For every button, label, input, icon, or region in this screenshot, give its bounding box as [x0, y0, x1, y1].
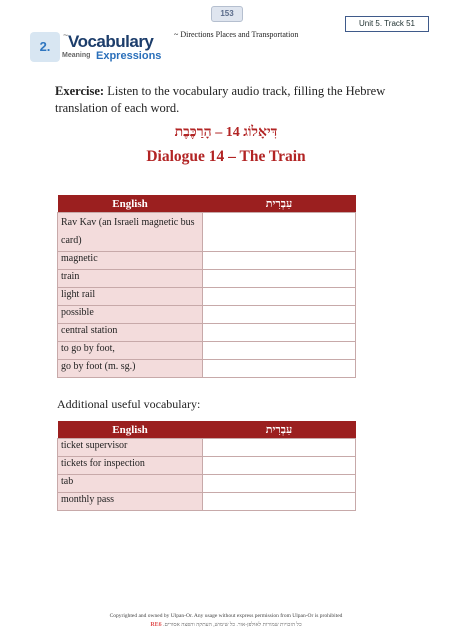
column-header-hebrew: עִבְרִית [203, 195, 356, 213]
footer-hebrew-text: כל הזכויות שמורות לאולפן-אור. כל שימוש, העתקה והפצה אסורים. [163, 622, 302, 628]
english-cell: Rav Kav (an Israeli magnetic bus card) [58, 213, 203, 252]
english-cell: ticket supervisor [58, 439, 203, 457]
hebrew-answer-cell[interactable] [203, 213, 356, 252]
column-header-english: English [58, 195, 203, 213]
hebrew-answer-cell[interactable] [203, 252, 356, 270]
table-row [58, 360, 356, 378]
additional-vocab-label: Additional useful vocabulary: [57, 397, 201, 411]
column-header-hebrew: עִבְרִית [203, 421, 356, 439]
table-row [58, 324, 356, 342]
hebrew-answer-cell[interactable] [203, 270, 356, 288]
exercise-label: Exercise: [55, 84, 105, 98]
footer-code: RE6 [150, 622, 162, 628]
column-header-english: English [58, 421, 203, 439]
hebrew-answer-cell[interactable] [203, 457, 356, 475]
english-cell: to go by foot, [58, 342, 203, 360]
english-cell: possible [58, 306, 203, 324]
hebrew-answer-cell[interactable] [203, 288, 356, 306]
english-cell: monthly pass [58, 493, 203, 511]
table-row [58, 475, 356, 493]
table-row [58, 493, 356, 511]
english-cell: central station [58, 324, 203, 342]
table-row [58, 288, 356, 306]
hebrew-answer-cell[interactable] [203, 306, 356, 324]
hebrew-dialogue-title: דִּיאָלוֹג 14 – הָרַכֶּבֶת [174, 125, 278, 140]
hebrew-answer-cell[interactable] [203, 493, 356, 511]
english-cell: tab [58, 475, 203, 493]
english-cell: tickets for inspection [58, 457, 203, 475]
hebrew-answer-cell[interactable] [203, 324, 356, 342]
hebrew-answer-cell[interactable] [203, 360, 356, 378]
logo-tilde: ~ [63, 30, 69, 40]
table-row [58, 439, 356, 457]
vocab-table-main [57, 195, 356, 378]
english-cell: magnetic [58, 252, 203, 270]
hebrew-answer-cell[interactable] [203, 342, 356, 360]
english-cell: light rail [58, 288, 203, 306]
dialogue-title: Dialogue 14 – The Train [146, 148, 306, 165]
logo-title: Vocabulary [68, 32, 154, 51]
table-header-row [58, 421, 356, 439]
table-row [58, 342, 356, 360]
vocabulary-logo [30, 30, 170, 64]
footer-copyright-hebrew [0, 622, 452, 628]
english-cell: go by foot (m. sg.) [58, 360, 203, 378]
table-row [58, 270, 356, 288]
table-row [58, 457, 356, 475]
logo-expressions: Expressions [96, 50, 162, 62]
table-row [58, 306, 356, 324]
logo-meaning: Meaning [62, 52, 91, 59]
logo-number: 2. [30, 32, 60, 62]
vocab-table-additional [57, 421, 356, 511]
table-row [58, 252, 356, 270]
page-number: 153 [211, 6, 243, 22]
exercise-instructions [55, 83, 400, 117]
hebrew-answer-cell[interactable] [203, 475, 356, 493]
hebrew-answer-cell[interactable] [203, 439, 356, 457]
footer-copyright: Copyrighted and owned by Ulpan-Or. Any usage without express permission from Ulpan-Or is prohibited [109, 613, 343, 619]
english-cell: train [58, 270, 203, 288]
track-label: Unit 5. Track 51 [345, 16, 429, 32]
table-header-row [58, 195, 356, 213]
table-row [58, 213, 356, 252]
section-title: ~ Directions Places and Transportation [174, 30, 299, 39]
exercise-text: Listen to the vocabulary audio track, filling the Hebrew translation of each word. [55, 84, 386, 115]
